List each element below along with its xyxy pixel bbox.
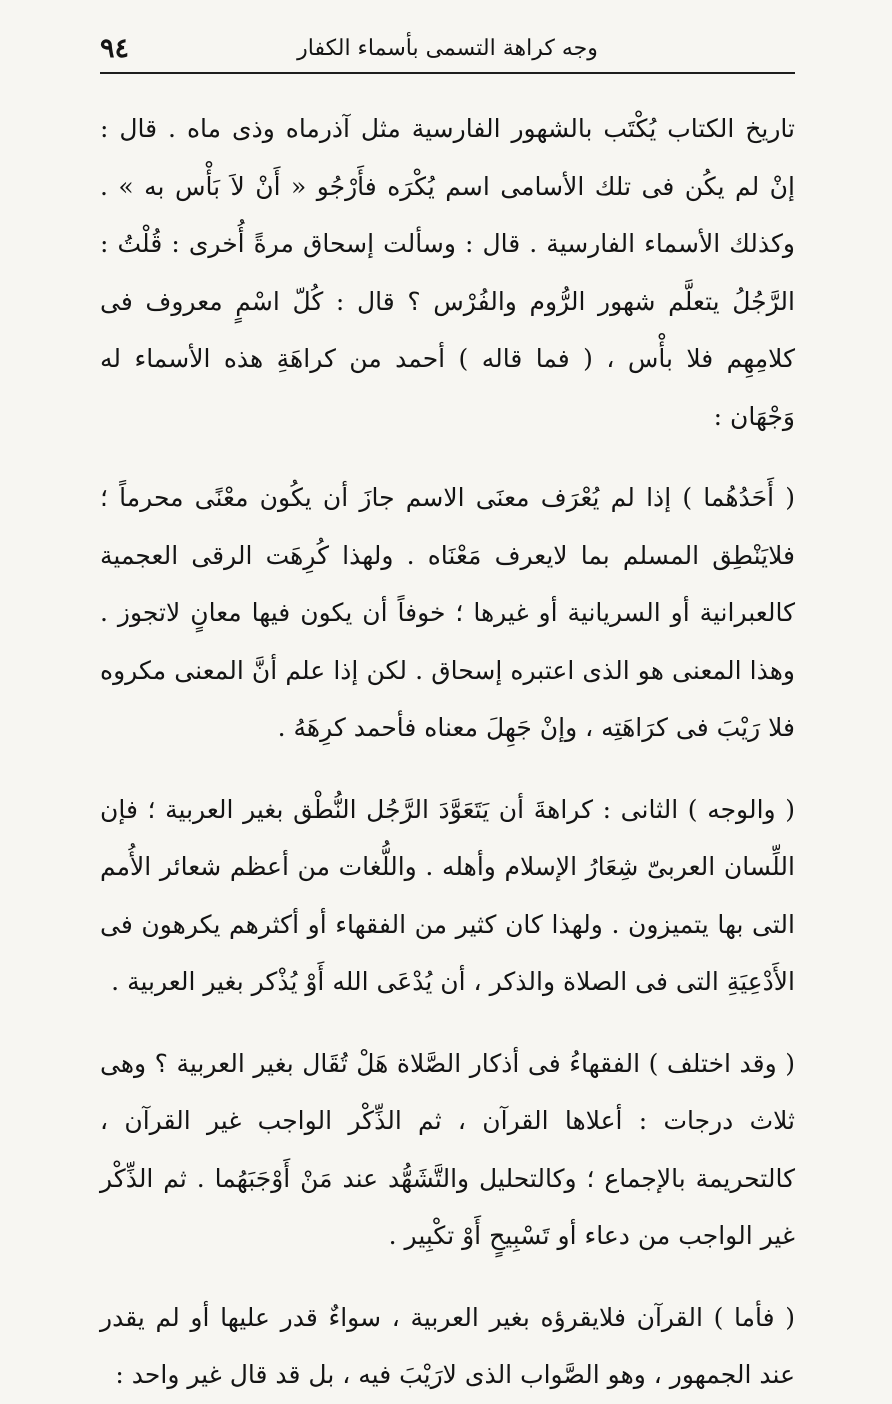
- body-text: [100, 100, 795, 1389]
- page-number: ٩٤: [100, 33, 130, 64]
- paragraph: تاريخ الكتاب يُكْتَب بالشهور الفارسية مثل آذرماه وذى ماه . قال : إنْ لم يكُن فى تلك الأسامى اسم يُكْرَه فأَرْجُو « أَنْ لاَ بَأْس به » . وكذلك الأسماء الفارسية . قال : وسألت إسحاق مرةً أُخرى : قُلْتُ : الرَّجُلُ يتعلَّم شهور الرُّوم والفُرْس ؟ قال : كُلّ اسْمٍ معروف فى كلامِهِم فلا بأْس ، ( فما قاله ) أحمد من كراهَةِ هذه الأسماء له وَجْهَان :: [100, 114, 795, 431]
- paragraph: ( فأما ) القرآن فلايقرؤه بغير العربية ، سواءٌ قدر عليها أو لم يقدر عند الجمهور ، وهو الصَّواب الذى لارَيْبَ فيه ، بل قد قال غير واحد :: [100, 1302, 795, 1389]
- paragraph: ( والوجه ) الثانى : كراهةَ أن يَتَعَوَّدَ الرَّجُل النُّطْق بغير العربية ؛ فإن اللِّسان العربىّ شِعَارُ الإسلام وأهله . واللُّغات من أعظم شعائر الأُمم التى بها يتميزون . ولهذا كان كثير من الفقهاء أو أكثرهم يكرهون فى الأَدْعِيَةِ التى فى الصلاة والذكر ، أن يُدْعَى الله أَوْ يُذْكر بغير العربية .: [100, 794, 795, 996]
- running-title: وجه كراهة التسمى بأسماء الكفار: [297, 36, 598, 61]
- paragraph: ( وقد اختلف ) الفقهاءُ فى أذكار الصَّلاة هَلْ تُقَال بغير العربية ؟ وهى ثلاث درجات : أعلاها القرآن ، ثم الذِّكْر الواجب غير القرآن ، كالتحريمة بالإجماع ؛ وكالتحليل والتَّشَهُّد عند مَنْ أَوْجَبَهُما . ثم الذِّكْر غير الواجب من دعاء أو تَسْبِيحٍ أَوْ تكْبِير .: [100, 1048, 795, 1250]
- page-header: [100, 28, 795, 74]
- paragraph: ( أَحَدُهُما ) إذا لم يُعْرَف معنَى الاسم جازَ أن يكُون معْنًى محرماً ؛ فلايَنْطِق المسلم بما لايعرف مَعْنَاه . ولهذا كُرِهَت الرقى العجمية كالعبرانية أو السريانية أو غيرها ؛ خوفاً أن يكون فيها معانٍ لاتجوز . وهذا المعنى هو الذى اعتبره إسحاق . لكن إذا علم أنَّ المعنى مكروه فلا رَيْبَ فى كرَاهَتِه ، وإنْ جَهِلَ معناه فأحمد كرِهَهُ .: [100, 483, 795, 742]
